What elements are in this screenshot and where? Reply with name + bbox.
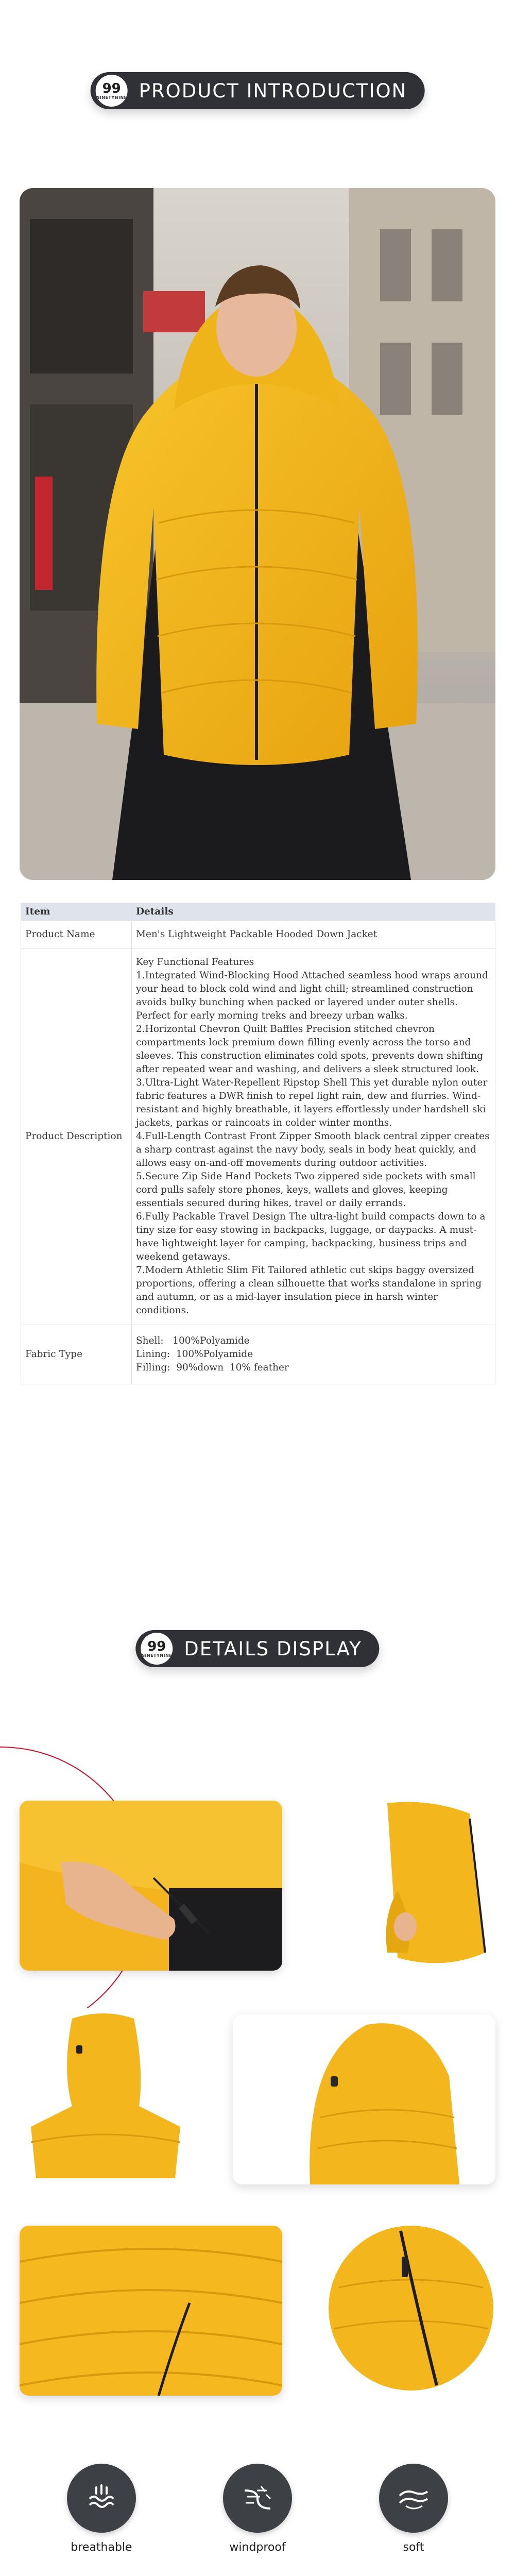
description-line: 7.Modern Athletic Slim Fit Tailored athletic cut skips baggy oversized proportions, offering a clean silhouette that works standalone in spring and autumn, or as a mid-layer insulation piece in harsh winter conditions. xyxy=(136,1265,482,1316)
table-row-product-description xyxy=(21,948,495,1325)
header-item: Item xyxy=(21,903,132,921)
value-product-name: Men's Lightweight Packable Hooded Down Jacket xyxy=(132,921,495,948)
hero-illustration xyxy=(20,188,495,880)
windproof-icon xyxy=(223,2464,292,2533)
feature-label: breathable xyxy=(71,2541,132,2554)
label-product-name: Product Name xyxy=(21,921,132,948)
description-line: 6.Fully Packable Travel Design The ultra-light build compacts down to a tiny size for easy stowing in backpacks, luggage, or daypacks. A must-have lightweight layer for camping, backpacking, business trips and weekend getaways. xyxy=(136,1211,486,1262)
brand-logo-number: 99 xyxy=(147,1638,166,1654)
header-details: Details xyxy=(132,903,495,921)
feature-breathable xyxy=(45,2464,158,2554)
hood-closeup-illustration xyxy=(233,2014,495,2184)
brand-logo-number: 99 xyxy=(102,80,121,96)
description-line: 4.Full-Length Contrast Front Zipper Smooth black central zipper creates a sharp contrast against the navy body, seals in body heat quickly, and allows easy on-and-off movements during outdoor activities. xyxy=(136,1131,490,1168)
value-fabric-type xyxy=(132,1325,495,1384)
detail-photo-zipper-round xyxy=(329,2226,493,2391)
fabric-line: Lining: 100%Polyamide xyxy=(136,1349,253,1360)
soft-icon xyxy=(379,2464,448,2533)
side-view-illustration xyxy=(367,1798,495,1976)
table-header-row xyxy=(21,903,495,921)
label-product-description: Product Description xyxy=(21,948,132,1325)
hero-model-photo xyxy=(20,188,495,880)
quilted-fabric-illustration xyxy=(20,2226,282,2396)
description-line: 5.Secure Zip Side Hand Pockets Two zippered side pockets with small cord pulls safely store phones, keys, wallets and gloves, keeping essentials secured during hikes, travel or daily errands. xyxy=(136,1171,476,1209)
fabric-line: Shell: 100%Polyamide xyxy=(136,1335,250,1346)
feature-label: windproof xyxy=(229,2541,286,2554)
feature-soft xyxy=(357,2464,470,2554)
feature-label: soft xyxy=(403,2541,424,2554)
label-fabric-type: Fabric Type xyxy=(21,1325,132,1384)
breathable-icon xyxy=(67,2464,136,2533)
detail-photo-hood-back xyxy=(31,2008,180,2183)
fabric-line: Filling: 90%down 10% feather xyxy=(136,1362,289,1373)
section-title: PRODUCT INTRODUCTION xyxy=(139,79,407,102)
brand-logo xyxy=(141,1633,173,1665)
detail-photo-hood-closeup xyxy=(233,2014,495,2184)
value-product-description xyxy=(132,948,495,1325)
zipper-round-illustration xyxy=(329,2226,493,2391)
table-row-product-name xyxy=(21,921,495,948)
brand-logo xyxy=(96,75,128,107)
detail-photo-side-view xyxy=(367,1798,495,1976)
details-display-banner xyxy=(135,1630,379,1667)
section-title: DETAILS DISPLAY xyxy=(184,1637,362,1660)
product-spec-table xyxy=(21,903,495,1384)
product-introduction-banner xyxy=(91,72,425,109)
description-line: 1.Integrated Wind-Blocking Hood Attached seamless hood wraps around your head to block cold wind and light chill; streamlined construction avoids bulky bunching when packed or layered under outer shells. Perfect for early morning treks and breezy urban walks. xyxy=(136,970,488,1021)
pocket-zipper-illustration xyxy=(20,1801,282,1971)
brand-logo-name: NINETYNINE xyxy=(141,1653,173,1658)
description-line: Key Functional Features xyxy=(136,957,254,968)
hood-back-illustration xyxy=(31,2008,180,2183)
detail-photo-pocket-zipper xyxy=(20,1801,282,1971)
detail-photo-quilted-fabric xyxy=(20,2226,282,2396)
table-row-fabric-type xyxy=(21,1325,495,1384)
feature-windproof xyxy=(201,2464,314,2554)
description-line: 2.Horizontal Chevron Quilt Baffles Precision stitched chevron compartments lock premium down filling evenly across the torso and sleeves. This construction eliminates cold spots, prevents down shifting after repeated wear and washing, and delivers a sleek structured look. xyxy=(136,1024,484,1075)
brand-logo-name: NINETYNINE xyxy=(96,95,127,100)
description-line: 3.Ultra-Light Water-Repellent Ripstop Shell This yet durable nylon outer fabric features a DWR finish to repel light rain, dew and flurries. Wind-resistant and highly breathable, it layers effortlessly under hardshell ski jackets, parkas or raincoats in colder winter months. xyxy=(136,1077,488,1128)
